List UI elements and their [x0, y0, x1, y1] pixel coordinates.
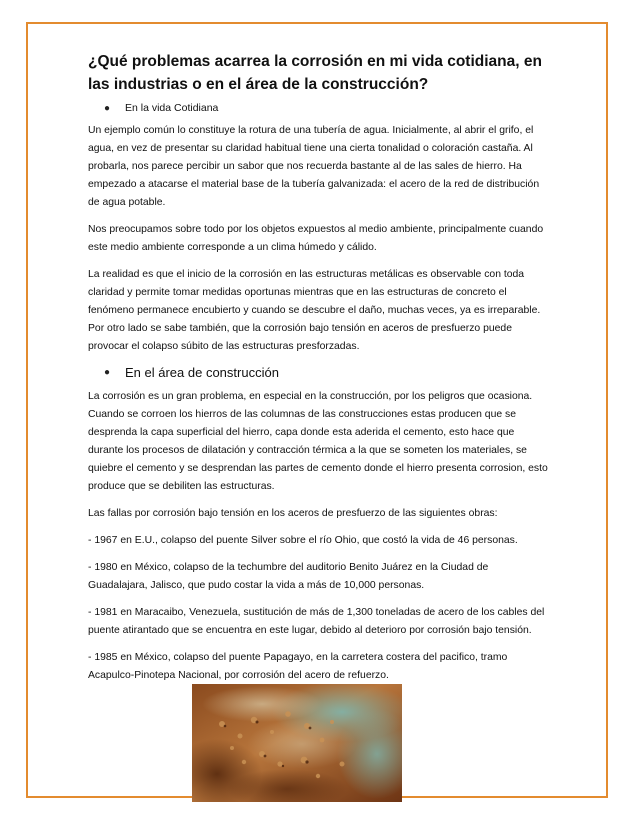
- bullet-dot-icon: ●: [104, 102, 111, 114]
- list-item: - 1985 en México, colapso del puente Papagayo, en la carretera costera del pacifico, tramo Acapulco-Pinotepa Nacional, por corrosión del acero de refuerzo.: [88, 652, 508, 681]
- document-title: ¿Qué problemas acarrea la corrosión en mi vida cotidiana, en las industrias o en el área de la construcción?: [88, 53, 542, 93]
- paragraph: Un ejemplo común lo constituye la rotura de una tubería de agua. Inicialmente, al abrir el grifo, el agua, en vez de presentar su claridad habitual tiene una cierta tonalidad o coloración castaña. Al probarla, nos parece percibir un sabor que nos recuerda bastante al de las sales de hierro. Ha empezado a atacarse el material base de la tubería galvanizada: el acero de la red de distribución de agua potable.: [88, 125, 540, 208]
- list-item: - 1981 en Maracaibo, Venezuela, sustitución de más de 1,300 toneladas de acero de los cables del puente atirantado que se encuentra en este lugar, debido al deterioro por corrosión bajo tensión.: [88, 607, 545, 636]
- bullet-dot-icon: ●: [104, 367, 111, 378]
- paragraph: La corrosión es un gran problema, en especial en la construcción, por los peligros que ocasiona. Cuando se corroen los hierros de las columnas de las construcciones estas producen que se desprenda la capa superficial del hierro, capa donde esta aderida el cemento, esto hace que durante los procesos de dilatación y contracción térmica a la que se someten los materiales, se quiebre el cemento y se desprendan las partes de cemento donde el hierro presenta corrosion, esto produce que se debiliten las estructuras.: [88, 391, 548, 492]
- paragraph: Las fallas por corrosión bajo tensión en los aceros de presfuerzo de las siguientes obras:: [88, 508, 498, 519]
- section-heading-vida-cotidiana: En la vida Cotidiana: [125, 102, 219, 114]
- section-heading-construccion: En el área de construcción: [125, 365, 279, 380]
- corroded-metal-photo: [192, 684, 402, 802]
- bullet-item-construccion: [104, 365, 550, 380]
- bullet-item-vida-cotidiana: [104, 102, 550, 114]
- list-item: - 1980 en México, colapso de la techumbre del auditorio Benito Juárez en la Ciudad de Guadalajara, Jalisco, que pudo costar la vida a más de 10,000 personas.: [88, 562, 489, 591]
- list-item: - 1967 en E.U., colapso del puente Silver sobre el río Ohio, que costó la vida de 46 personas.: [88, 535, 518, 546]
- corroded-metal-photo-icon: [192, 684, 402, 802]
- paragraph: Nos preocupamos sobre todo por los objetos expuestos al medio ambiente, principalmente cuando este medio ambiente corresponde a un clima húmedo y cálido.: [88, 224, 544, 253]
- paragraph: La realidad es que el inicio de la corrosión en las estructuras metálicas es observable con toda claridad y permite tomar medidas oportunas mientras que en las estructuras de concreto el fenómeno permanece encubierto y cuando se descubre el daño, muchas veces, ya es irreparable. Por otro lado se sabe también, que la corrosión bajo tensión en aceros de presfuerzo puede provocar el colapso súbito de las estructuras presforzadas.: [88, 269, 541, 352]
- document-body: [88, 50, 550, 694]
